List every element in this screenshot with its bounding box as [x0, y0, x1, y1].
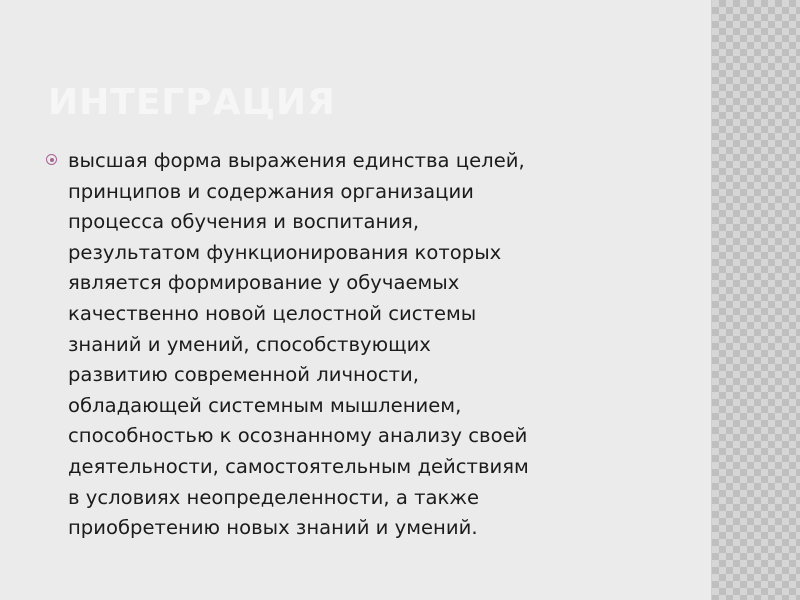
text-line: знаний и умений, способствующих	[68, 332, 431, 356]
text-line: приобретению новых знаний и умений.	[68, 516, 478, 540]
text-line: деятельности, самостоятельным действиям	[68, 454, 529, 478]
text-line: принципов и содержания организации	[68, 179, 474, 203]
text-line: развитию современной личности,	[68, 363, 420, 387]
text-line: в условиях неопределенности, а также	[68, 485, 480, 509]
text-line: результатом функционирования которых	[68, 240, 502, 264]
decorative-side-pattern	[711, 0, 800, 600]
bullet-item	[46, 146, 686, 544]
text-line: способностью к осознанному анализу своей	[68, 424, 528, 448]
text-line: процесса обучения и воспитания,	[68, 210, 420, 234]
text-line: является формирование у обучаемых	[68, 271, 460, 295]
slide-title: ИНТЕГРАЦИЯ	[48, 82, 336, 123]
text-line: обладающей системным мышлением,	[68, 393, 462, 417]
text-line: качественно новой целостной системы	[68, 301, 477, 325]
circle-bullet-icon	[46, 154, 57, 165]
bullet-text	[68, 146, 686, 544]
text-line: высшая форма выражения единства целей,	[68, 149, 525, 172]
